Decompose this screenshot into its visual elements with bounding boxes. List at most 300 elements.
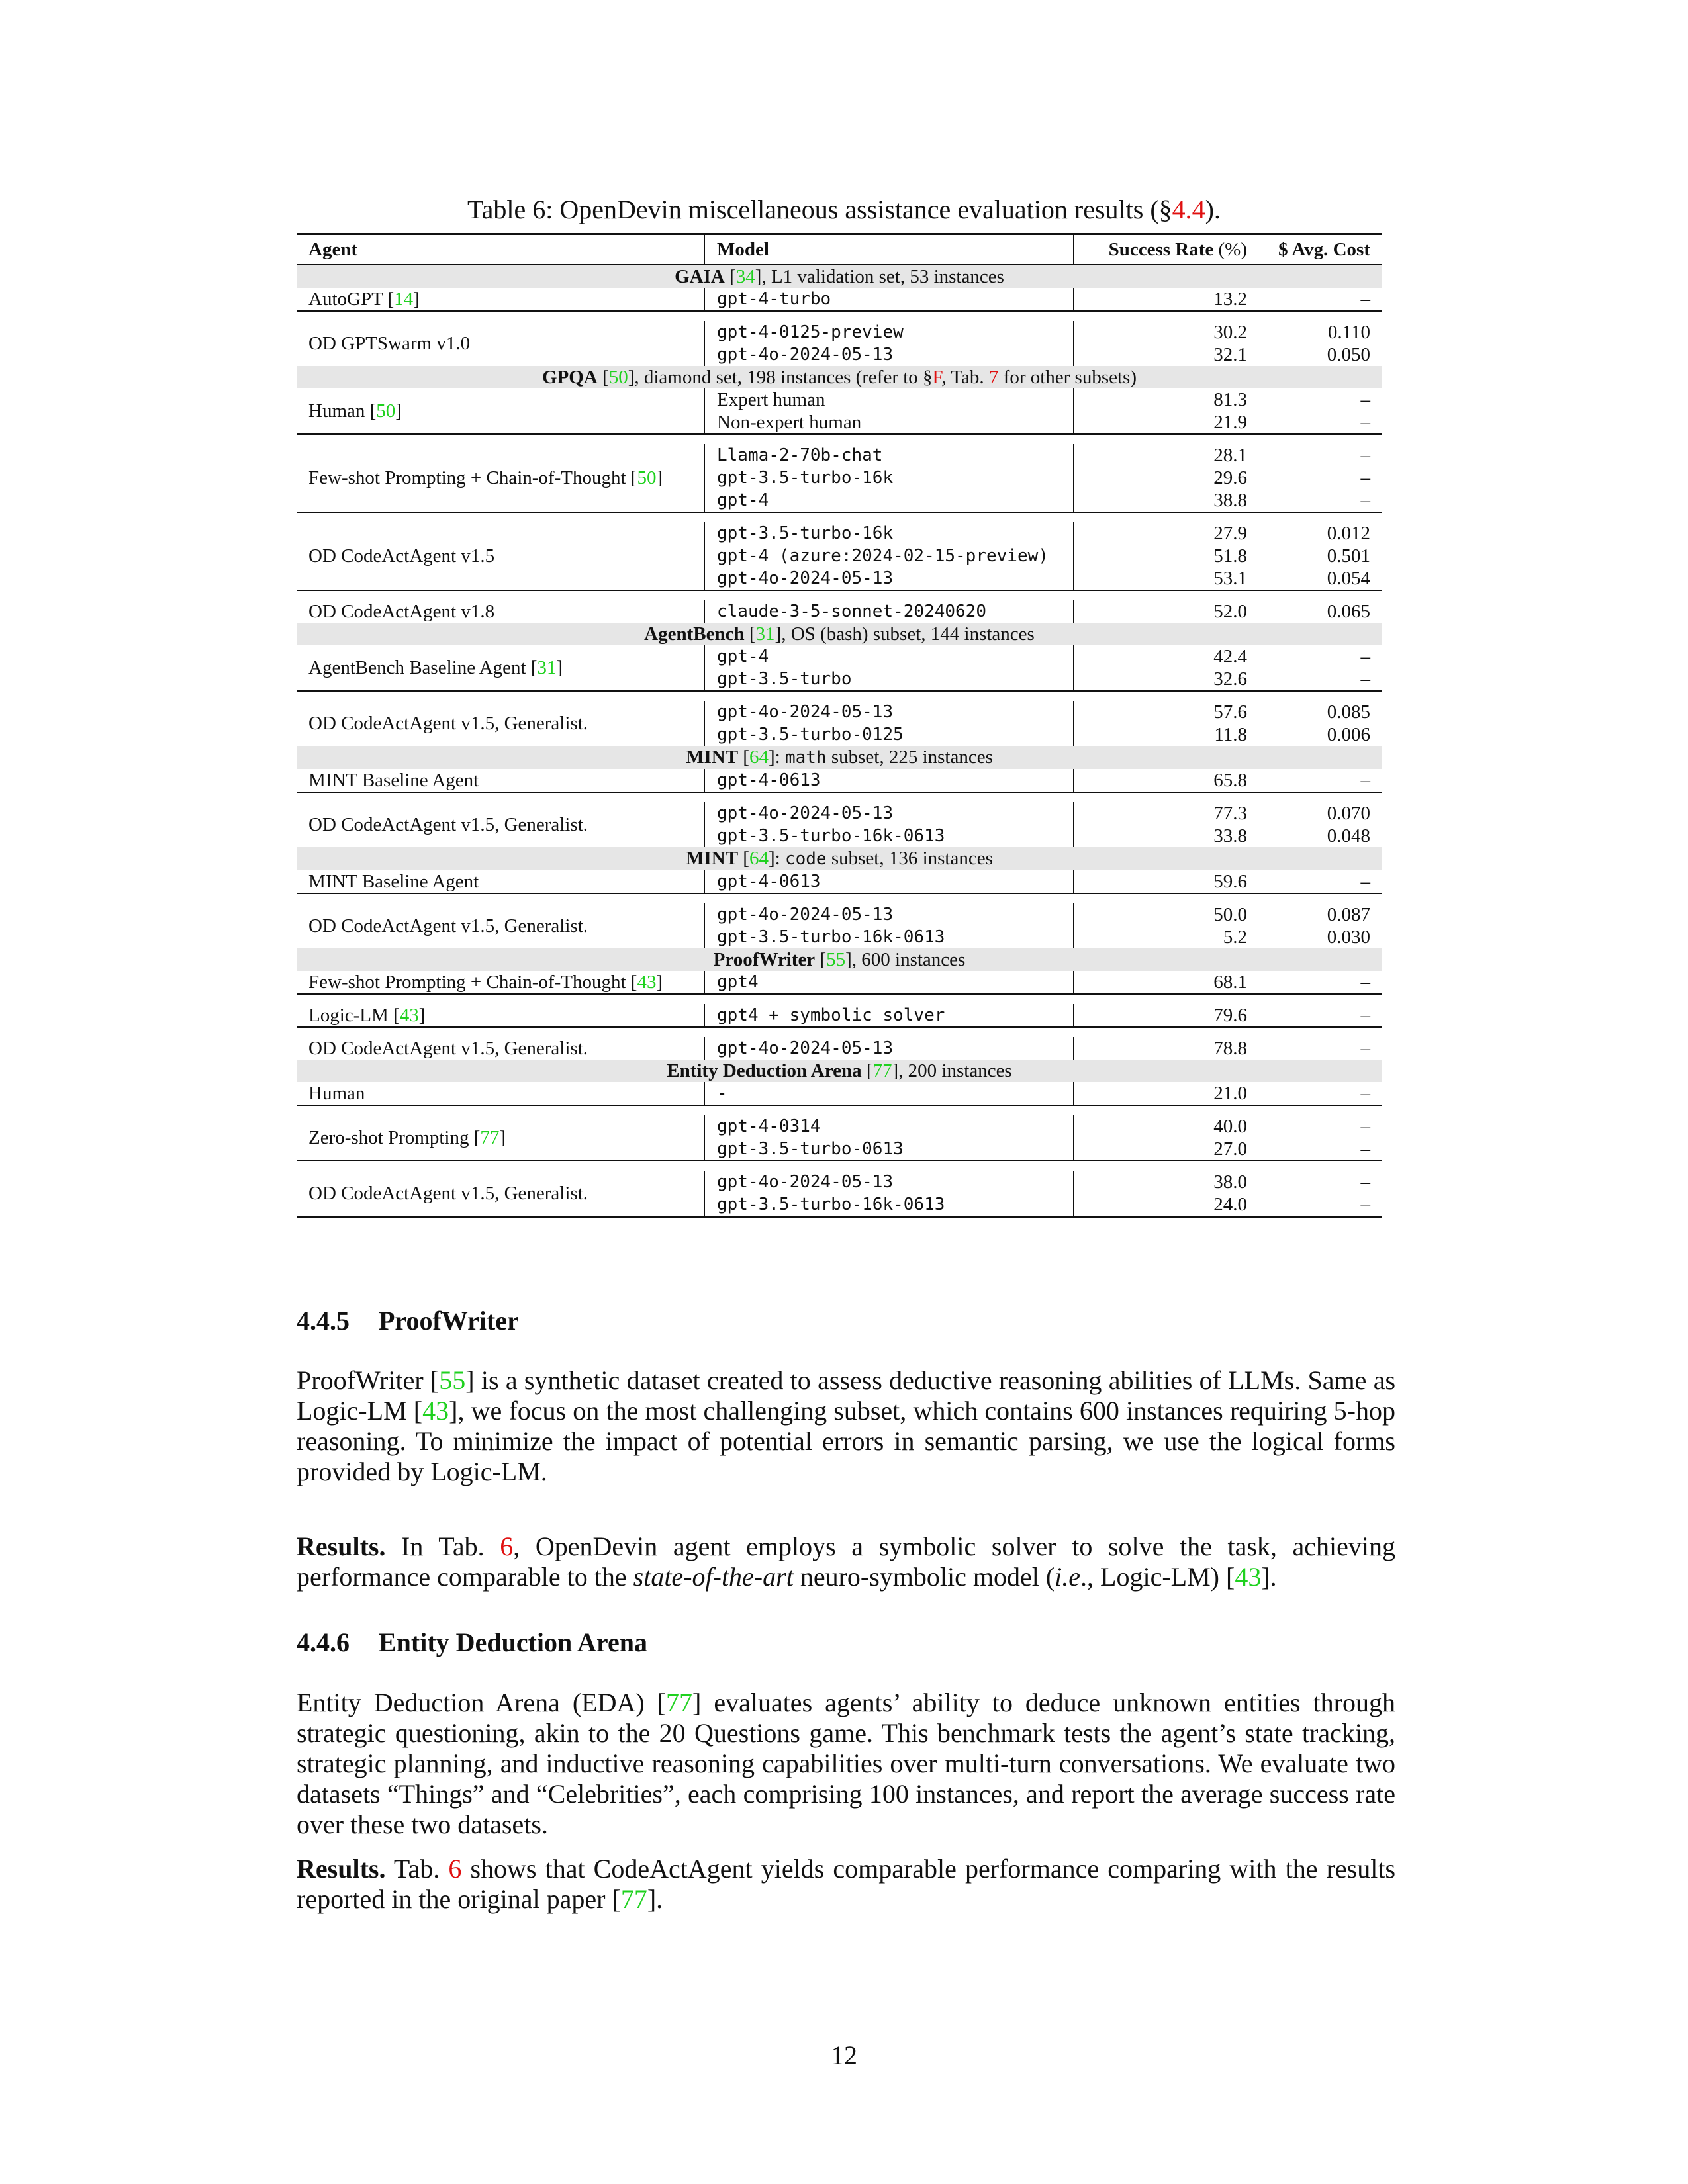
citation-link[interactable]: 55 [439,1365,466,1395]
citation-link[interactable]: 31 [755,623,775,645]
agent-name: Zero-shot Prompting [ [308,1127,481,1148]
citation-link[interactable]: 34 [735,266,755,287]
table-row [297,1171,1382,1193]
section-title: Entity Deduction Arena [77], 200 instances [297,1060,1382,1082]
table-row [297,388,1382,411]
group-spacer [297,512,1382,522]
agent-cell [297,971,704,994]
avg-cost-cell: – [1360,1038,1370,1059]
group-spacer [297,434,1382,444]
group-spacer [297,1027,1382,1037]
emphasis: i.e [1055,1562,1081,1592]
subset-name: code [784,849,827,869]
table-row [297,1082,1382,1105]
section-title: ProofWriter [55], 600 instances [297,948,1382,971]
success-rate-cell: 27.9 [1213,523,1247,544]
spacer-cell [1259,994,1382,1004]
agent-name: OD CodeActAgent v1.5 [308,545,495,567]
table-group [297,434,1382,512]
agent-name: OD CodeActAgent v1.8 [308,601,495,622]
results-label: Results. [297,1531,386,1561]
model-cell: gpt-3.5-turbo-16k [704,467,1074,489]
avg-cost-cell: – [1360,1171,1370,1193]
section-heading-4-4-6: 4.4.6 Entity Deduction Arena [297,1627,647,1657]
avg-cost-cell: 0.006 [1327,724,1370,745]
table-group [297,994,1382,1027]
section-title: MINT [64]: code subset, 136 instances [297,847,1382,870]
avg-cost-cell: – [1360,412,1370,433]
avg-cost-cell: 0.050 [1327,344,1370,365]
paragraph-eda-results: Results. Tab. 6 shows that CodeActAgent yields comparable performance comparing with the results reported in the original paper [77]. [297,1854,1396,1914]
avg-cost-cell: – [1360,1116,1370,1137]
agent-name: OD CodeActAgent v1.5, Generalist. [308,915,588,936]
spacer-cell [704,1161,1074,1171]
model-cell: gpt-4-0613 [704,769,1074,792]
paragraph-proofwriter-results: Results. In Tab. 6, OpenDevin agent employs a symbolic solver to solve the task, achieving performance comparable to the state-of-the-art neuro-symbolic model (i.e., Logic-LM) [43]. [297,1531,1395,1592]
group-spacer [297,1161,1382,1171]
model-cell: gpt-3.5-turbo-0613 [704,1138,1074,1161]
citation-link[interactable]: 43 [637,972,657,993]
spacer-cell [1074,311,1259,321]
results-table [297,233,1382,1218]
table-row [297,1115,1382,1138]
model-cell: gpt-4o-2024-05-13 [704,701,1074,723]
avg-cost-cell: – [1360,1083,1370,1104]
agent-cell [297,388,704,434]
citation-link[interactable]: 31 [537,657,557,678]
avg-cost-cell: – [1360,668,1370,690]
success-rate-cell: 77.3 [1213,803,1247,824]
citation-link[interactable]: 64 [749,848,769,869]
agent-cell [297,769,704,792]
agent-cell [297,701,704,746]
appendix-ref-link[interactable]: F [932,367,942,388]
spacer-cell [1074,1105,1259,1115]
spacer-cell [297,1027,704,1037]
table-row [297,802,1382,825]
spacer-cell [704,893,1074,903]
avg-cost-cell: 0.030 [1327,927,1370,948]
spacer-cell [1259,311,1382,321]
model-cell: gpt-4o-2024-05-13 [704,903,1074,926]
spacer-cell [297,434,704,444]
results-label: Results. [297,1854,386,1884]
section-title: GAIA [34], L1 validation set, 53 instances [297,265,1382,288]
agent-cell [297,321,704,366]
model-cell: gpt-4o-2024-05-13 [704,1171,1074,1193]
success-rate-cell: 11.8 [1214,724,1247,745]
success-rate-cell: 21.9 [1213,412,1247,433]
group-spacer [297,792,1382,802]
group-spacer [297,893,1382,903]
spacer-cell [1259,893,1382,903]
section-detail: , 200 instances [898,1060,1012,1081]
emphasis: state-of-the-art [633,1562,794,1592]
spacer-cell [1074,512,1259,522]
table-group [297,870,1382,893]
citation-link[interactable]: 64 [749,747,769,768]
success-rate-cell: 38.0 [1213,1171,1247,1193]
spacer-cell [1259,1105,1382,1115]
spacer-cell [297,311,704,321]
model-cell: gpt4 + symbolic solver [704,1004,1074,1027]
section-benchmark-name: MINT [686,747,739,768]
success-rate-cell: 32.6 [1213,668,1247,690]
page-number: 12 [831,2040,857,2070]
model-cell: gpt-3.5-turbo-16k-0613 [704,926,1074,948]
table-row [297,701,1382,723]
agent-name-end: ] [499,1127,506,1148]
spacer-cell [297,1105,704,1115]
table-group [297,792,1382,847]
table-group [297,288,1382,311]
section-benchmark-name: AgentBench [644,623,745,645]
section-detail: for other subsets) [998,367,1137,388]
avg-cost-cell: – [1360,972,1370,993]
agent-name: Human [ [308,400,377,422]
group-spacer [297,311,1382,321]
agent-name: Human [308,1083,365,1104]
success-rate-cell: 42.4 [1213,646,1247,667]
spacer-cell [704,1027,1074,1037]
section-benchmark-name: ProofWriter [713,949,816,970]
table-row [297,971,1382,994]
spacer-cell [1259,792,1382,802]
agent-cell [297,802,704,847]
success-rate-cell: 68.1 [1213,972,1247,993]
avg-cost-cell: 0.070 [1327,803,1370,824]
table-row [297,645,1382,668]
spacer-cell [1074,792,1259,802]
agent-cell [297,600,704,623]
citation-link[interactable]: 50 [608,367,628,388]
table-group [297,971,1382,994]
group-spacer [297,590,1382,600]
success-rate-cell: 27.0 [1213,1138,1247,1160]
spacer-cell [704,434,1074,444]
citation-link[interactable]: 50 [376,400,396,422]
section-detail: , 600 instances [851,949,966,970]
table-row [297,444,1382,467]
avg-cost-cell: – [1360,646,1370,667]
model-cell: gpt-4o-2024-05-13 [704,567,1074,590]
section-title: MINT [64]: math subset, 225 instances [297,746,1382,769]
table-row [297,600,1382,623]
success-rate-cell: 33.8 [1213,825,1247,846]
model-cell: gpt-3.5-turbo-16k-0613 [704,825,1074,847]
model-cell: Llama-2-70b-chat [704,444,1074,467]
spacer-cell [297,590,704,600]
success-rate-cell: 40.0 [1213,1116,1247,1137]
section-benchmark-name: GAIA [675,266,725,287]
spacer-cell [1259,1027,1382,1037]
spacer-cell [1259,590,1382,600]
citation-link[interactable]: 14 [394,289,414,310]
avg-cost-cell: 0.012 [1327,523,1370,544]
citation-link[interactable]: 43 [1235,1562,1262,1592]
success-rate-cell: 65.8 [1213,770,1247,791]
spacer-cell [1074,994,1259,1004]
avg-cost-cell: 0.501 [1327,545,1370,567]
model-cell: gpt-4-turbo [704,288,1074,311]
section-detail: , OS (bash) subset, 144 instances [781,623,1035,645]
section-detail: subset, 136 instances [826,848,993,869]
table-row [297,1037,1382,1060]
table-group [297,1027,1382,1060]
citation-link[interactable]: 43 [399,1005,419,1026]
agent-name-end: ] [413,289,420,310]
agent-name: OD GPTSwarm v1.0 [308,333,471,354]
table-row [297,288,1382,311]
success-rate-cell: 32.1 [1213,344,1247,365]
avg-cost-cell: 0.110 [1327,322,1370,343]
section-heading-4-4-5: 4.4.5 ProofWriter [297,1306,519,1336]
section-benchmark-name: MINT [686,848,739,869]
agent-name-end: ] [656,467,663,488]
success-rate-cell: 24.0 [1213,1194,1247,1215]
header-agent: Agent [308,239,358,260]
agent-name-end: ] [656,972,663,993]
spacer-cell [297,691,704,701]
agent-cell [297,1115,704,1161]
spacer-cell [704,994,1074,1004]
model-cell: gpt-3.5-turbo-0125 [704,723,1074,746]
group-spacer [297,994,1382,1004]
section-title-row [297,746,1382,769]
agent-name: AgentBench Baseline Agent [ [308,657,538,678]
avg-cost-cell: – [1360,490,1370,511]
agent-cell [297,1171,704,1217]
agent-name: OD CodeActAgent v1.5, Generalist. [308,1183,588,1204]
success-rate-cell: 13.2 [1213,289,1247,310]
table-ref-link[interactable]: 7 [988,367,999,388]
table-group [297,1082,1382,1105]
table-header-row [297,234,1382,265]
model-cell: gpt-4o-2024-05-13 [704,343,1074,366]
section-title: GPQA [50], diamond set, 198 instances (refer to §F, Tab. 7 for other subsets) [297,366,1382,388]
table-group [297,1105,1382,1161]
section-title-row [297,847,1382,870]
table-row [297,903,1382,926]
model-cell: gpt-3.5-turbo-16k-0613 [704,1193,1074,1217]
success-rate-cell: 59.6 [1213,871,1247,892]
avg-cost-cell: 0.048 [1327,825,1370,846]
paragraph-proofwriter: ProofWriter [55] is a synthetic dataset created to assess deductive reasoning abilities of LLMs. Same as Logic-LM [43], we focus on the most challenging subset, which contains 600 instances requiring 5-hop reasoning. To minimize the impact of potential errors in semantic parsing, we use the logical forms provided by Logic-LM. [297,1365,1396,1486]
avg-cost-cell: 0.065 [1327,601,1370,622]
agent-cell [297,288,704,311]
spacer-cell [1074,590,1259,600]
section-detail: : [774,848,785,869]
table-group [297,311,1382,366]
spacer-cell [704,691,1074,701]
agent-name: Logic-LM [ [308,1005,400,1026]
spacer-cell [1074,893,1259,903]
section-title-row [297,623,1382,645]
citation-link[interactable]: 77 [620,1884,647,1914]
table-group [297,590,1382,623]
spacer-cell [1259,1161,1382,1171]
header-success-rate: Success Rate (%) [1108,239,1247,260]
table-section [297,1060,1382,1082]
model-cell: gpt-4 [704,489,1074,512]
agent-name: OD CodeActAgent v1.5, Generalist. [308,814,588,835]
spacer-cell [1259,691,1382,701]
table-group [297,512,1382,590]
spacer-cell [297,792,704,802]
spacer-cell [704,311,1074,321]
section-benchmark-name: GPQA [541,367,598,388]
section-title: AgentBench [31], OS (bash) subset, 144 instances [297,623,1382,645]
table-row [297,769,1382,792]
avg-cost-cell: 0.054 [1327,568,1370,589]
header-avg-cost: $ Avg. Cost [1278,239,1370,260]
success-rate-cell: 51.8 [1213,545,1247,567]
model-cell: gpt-3.5-turbo [704,668,1074,691]
avg-cost-cell: – [1360,289,1370,310]
agent-name: MINT Baseline Agent [308,770,479,791]
spacer-cell [297,893,704,903]
model-cell: - [704,1082,1074,1105]
section-title-row [297,265,1382,288]
spacer-cell [297,994,704,1004]
table-group [297,645,1382,691]
table-section [297,746,1382,769]
section-detail: : [774,747,785,768]
avg-cost-cell: – [1360,1138,1370,1160]
model-cell: gpt-4o-2024-05-13 [704,802,1074,825]
avg-cost-cell: – [1360,770,1370,791]
agent-name: OD CodeActAgent v1.5, Generalist. [308,1038,588,1059]
agent-cell [297,1037,704,1060]
spacer-cell [704,512,1074,522]
model-cell: Non-expert human [704,411,1074,434]
agent-cell [297,444,704,512]
agent-cell [297,903,704,948]
table-group [297,769,1382,792]
avg-cost-cell: – [1360,871,1370,892]
agent-name: Few-shot Prompting + Chain-of-Thought [ [308,467,637,488]
table-section [297,847,1382,870]
agent-name: OD CodeActAgent v1.5, Generalist. [308,713,588,734]
spacer-cell [704,792,1074,802]
table-ref-link[interactable]: 6 [448,1854,462,1884]
model-cell: gpt-4 (azure:2024-02-15-preview) [704,545,1074,567]
header-model: Model [704,234,1074,265]
spacer-cell [1074,691,1259,701]
success-rate-cell: 30.2 [1213,322,1247,343]
model-cell: gpt-4o-2024-05-13 [704,1037,1074,1060]
table-group [297,691,1382,746]
section-detail: subset, 225 instances [826,747,993,768]
avg-cost-cell: – [1360,389,1370,410]
agent-name: AutoGPT [ [308,289,395,310]
avg-cost-cell: – [1360,467,1370,488]
success-rate-cell: 79.6 [1213,1005,1247,1026]
success-rate-cell: 28.1 [1213,445,1247,466]
success-rate-cell: 57.6 [1213,702,1247,723]
table-caption: Table 6: OpenDevin miscellaneous assistance evaluation results (§4.4). [467,195,1221,224]
avg-cost-cell: 0.087 [1327,904,1370,925]
citation-link[interactable]: 77 [666,1688,693,1717]
table-group [297,1161,1382,1217]
success-rate-cell: 50.0 [1213,904,1247,925]
model-cell: Expert human [704,388,1074,411]
section-detail: , Tab. [941,367,989,388]
success-rate-cell: 5.2 [1223,927,1247,948]
citation-link[interactable]: 43 [422,1396,449,1426]
agent-name: Few-shot Prompting + Chain-of-Thought [ [308,972,637,993]
caption-section-ref[interactable]: 4.4 [1172,195,1205,224]
spacer-cell [297,1161,704,1171]
agent-cell [297,1082,704,1105]
table-section [297,948,1382,971]
model-cell: gpt-3.5-turbo-16k [704,522,1074,545]
success-rate-cell: 38.8 [1213,490,1247,511]
subset-name: math [784,748,827,768]
success-rate-cell: 53.1 [1213,568,1247,589]
table-section [297,265,1382,288]
table-group [297,388,1382,434]
citation-link[interactable]: 55 [826,949,846,970]
table-row [297,522,1382,545]
spacer-cell [704,590,1074,600]
agent-cell [297,1004,704,1027]
spacer-cell [1074,1161,1259,1171]
avg-cost-cell: – [1360,1005,1370,1026]
agent-name-end: ] [395,400,402,422]
citation-link[interactable]: 77 [480,1127,500,1148]
success-rate-cell: 52.0 [1213,601,1247,622]
spacer-cell [1074,434,1259,444]
success-rate-cell: 29.6 [1213,467,1247,488]
model-cell: gpt-4 [704,645,1074,668]
citation-link[interactable]: 50 [637,467,657,488]
avg-cost-cell: – [1360,445,1370,466]
agent-name: MINT Baseline Agent [308,871,479,892]
table-ref-link[interactable]: 6 [500,1531,514,1561]
table-row [297,1004,1382,1027]
avg-cost-cell: 0.085 [1327,702,1370,723]
table-row [297,321,1382,343]
agent-cell [297,870,704,893]
table-row [297,870,1382,893]
agent-name-end: ] [418,1005,426,1026]
model-cell: gpt4 [704,971,1074,994]
section-title-row [297,366,1382,388]
agent-cell [297,645,704,691]
success-rate-cell: 81.3 [1213,389,1247,410]
model-cell: gpt-4-0125-preview [704,321,1074,343]
section-title-row [297,1060,1382,1082]
model-cell: claude-3-5-sonnet-20240620 [704,600,1074,623]
section-detail: , L1 validation set, 53 instances [761,266,1004,287]
success-rate-cell: 21.0 [1213,1083,1247,1104]
spacer-cell [1259,512,1382,522]
section-benchmark-name: Entity Deduction Arena [667,1060,862,1081]
citation-link[interactable]: 77 [872,1060,892,1081]
table-group [297,893,1382,948]
section-title-row [297,948,1382,971]
success-rate-cell: 78.8 [1213,1038,1247,1059]
table-section [297,623,1382,645]
group-spacer [297,1105,1382,1115]
spacer-cell [297,512,704,522]
agent-name-end: ] [556,657,563,678]
avg-cost-cell: – [1360,1194,1370,1215]
group-spacer [297,691,1382,701]
table-section [297,366,1382,388]
section-detail: , diamond set, 198 instances (refer to § [634,367,933,388]
